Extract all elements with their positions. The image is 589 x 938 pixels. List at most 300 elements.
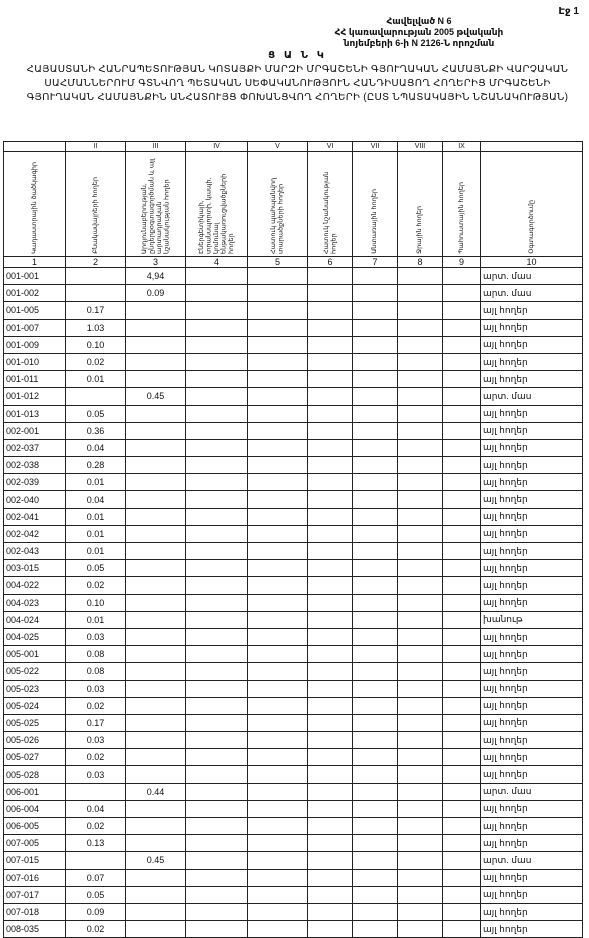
table-row xyxy=(4,577,583,594)
empty-cell xyxy=(186,285,248,302)
empty-cell xyxy=(398,611,443,628)
cadastral-code-cell: 001-002 xyxy=(4,285,66,302)
empty-cell xyxy=(443,646,481,663)
empty-cell xyxy=(248,783,308,800)
purpose-cell: այլ հողեր xyxy=(481,439,583,456)
settlement-land-cell: 0.05 xyxy=(66,405,126,422)
table-row xyxy=(4,285,583,302)
empty-cell xyxy=(186,422,248,439)
settlement-land-cell: 0.13 xyxy=(66,835,126,852)
table-row xyxy=(4,611,583,628)
empty-cell xyxy=(398,474,443,491)
empty-cell xyxy=(398,388,443,405)
industrial-land-cell xyxy=(126,697,186,714)
document-label: Ց Ա Ն Կ xyxy=(268,50,327,61)
table-row xyxy=(4,697,583,714)
empty-cell xyxy=(308,663,353,680)
industrial-land-cell: 4,94 xyxy=(126,268,186,285)
settlement-land-cell: 0.02 xyxy=(66,749,126,766)
cadastral-code-cell: 003-015 xyxy=(4,560,66,577)
table-row xyxy=(4,491,583,508)
purpose-cell: այլ հողեր xyxy=(481,594,583,611)
purpose-cell: այլ հողեր xyxy=(481,903,583,920)
column-number: 3 xyxy=(126,257,186,268)
empty-cell xyxy=(186,697,248,714)
empty-cell xyxy=(248,818,308,835)
empty-cell xyxy=(186,749,248,766)
purpose-cell: այլ հողեր xyxy=(481,680,583,697)
empty-cell xyxy=(308,766,353,783)
cadastral-code-cell: 006-001 xyxy=(4,783,66,800)
empty-cell xyxy=(186,663,248,680)
empty-cell xyxy=(248,336,308,353)
empty-cell xyxy=(443,491,481,508)
empty-cell xyxy=(186,525,248,542)
empty-cell xyxy=(248,852,308,869)
settlement-land-cell: 0.01 xyxy=(66,371,126,388)
empty-cell xyxy=(353,594,398,611)
table-row xyxy=(4,474,583,491)
table-row xyxy=(4,628,583,645)
purpose-cell: այլ հողեր xyxy=(481,336,583,353)
purpose-cell: այլ հողեր xyxy=(481,646,583,663)
empty-cell xyxy=(186,852,248,869)
cadastral-code-cell: 005-024 xyxy=(4,697,66,714)
empty-cell xyxy=(353,921,398,938)
empty-cell xyxy=(398,508,443,525)
empty-cell xyxy=(308,628,353,645)
table-row xyxy=(4,852,583,869)
empty-cell xyxy=(353,457,398,474)
empty-cell xyxy=(443,818,481,835)
empty-cell xyxy=(443,285,481,302)
empty-cell xyxy=(353,680,398,697)
empty-cell xyxy=(443,577,481,594)
cadastral-code-cell: 005-022 xyxy=(4,663,66,680)
empty-cell xyxy=(308,491,353,508)
industrial-land-cell xyxy=(126,319,186,336)
industrial-land-cell xyxy=(126,508,186,525)
purpose-cell: արտ. մաս xyxy=(481,852,583,869)
industrial-land-cell xyxy=(126,903,186,920)
cadastral-code-cell: 007-015 xyxy=(4,852,66,869)
empty-cell xyxy=(353,646,398,663)
cadastral-code-cell: 001-007 xyxy=(4,319,66,336)
purpose-cell: խանութ xyxy=(481,611,583,628)
document-title-block xyxy=(20,50,575,105)
settlement-land-cell: 0.01 xyxy=(66,508,126,525)
empty-cell xyxy=(186,921,248,938)
empty-cell xyxy=(443,869,481,886)
empty-cell xyxy=(443,336,481,353)
table-row xyxy=(4,835,583,852)
empty-cell xyxy=(443,543,481,560)
industrial-land-cell xyxy=(126,680,186,697)
column-number: 1 xyxy=(4,257,66,268)
cadastral-code-cell: 002-041 xyxy=(4,508,66,525)
industrial-land-cell xyxy=(126,732,186,749)
industrial-land-cell xyxy=(126,818,186,835)
roman-numeral xyxy=(481,142,583,152)
empty-cell xyxy=(308,371,353,388)
column-header xyxy=(126,152,186,257)
table-row xyxy=(4,302,583,319)
purpose-cell: այլ հողեր xyxy=(481,577,583,594)
empty-cell xyxy=(398,371,443,388)
industrial-land-cell: 0.45 xyxy=(126,388,186,405)
empty-cell xyxy=(353,285,398,302)
empty-cell xyxy=(308,439,353,456)
empty-cell xyxy=(443,714,481,731)
table-row xyxy=(4,439,583,456)
empty-cell xyxy=(248,903,308,920)
empty-cell xyxy=(398,439,443,456)
empty-cell xyxy=(186,336,248,353)
empty-cell xyxy=(308,697,353,714)
empty-cell xyxy=(353,525,398,542)
settlement-land-cell: 0.10 xyxy=(66,336,126,353)
column-header-text: Անտառային հողեր xyxy=(371,189,379,254)
table-row xyxy=(4,353,583,370)
empty-cell xyxy=(353,577,398,594)
empty-cell xyxy=(353,749,398,766)
empty-cell xyxy=(308,921,353,938)
settlement-land-cell: 0.17 xyxy=(66,302,126,319)
settlement-land-cell: 0.01 xyxy=(66,543,126,560)
empty-cell xyxy=(186,457,248,474)
empty-cell xyxy=(353,903,398,920)
cadastral-code-cell: 005-001 xyxy=(4,646,66,663)
empty-cell xyxy=(353,336,398,353)
empty-cell xyxy=(186,783,248,800)
column-header xyxy=(353,152,398,257)
empty-cell xyxy=(248,319,308,336)
industrial-land-cell: 0.44 xyxy=(126,783,186,800)
empty-cell xyxy=(186,869,248,886)
empty-cell xyxy=(186,594,248,611)
cadastral-code-cell: 001-011 xyxy=(4,371,66,388)
empty-cell xyxy=(398,543,443,560)
empty-cell xyxy=(186,766,248,783)
industrial-land-cell xyxy=(126,560,186,577)
purpose-cell: այլ հողեր xyxy=(481,869,583,886)
purpose-cell: այլ հողեր xyxy=(481,886,583,903)
empty-cell xyxy=(398,732,443,749)
table-row xyxy=(4,405,583,422)
column-header-text: Պահուստային հողեր xyxy=(457,182,465,254)
column-number: 4 xyxy=(186,257,248,268)
empty-cell xyxy=(398,268,443,285)
column-header-text: Ջրային հողեր xyxy=(416,206,424,254)
industrial-land-cell xyxy=(126,749,186,766)
empty-cell xyxy=(353,474,398,491)
industrial-land-cell xyxy=(126,869,186,886)
empty-cell xyxy=(186,543,248,560)
table-row xyxy=(4,268,583,285)
empty-cell xyxy=(248,285,308,302)
table-row xyxy=(4,680,583,697)
industrial-land-cell xyxy=(126,543,186,560)
empty-cell xyxy=(353,714,398,731)
column-header-text: Բնակավայրերի հողեր xyxy=(91,177,99,254)
empty-cell xyxy=(248,766,308,783)
purpose-cell: այլ հողեր xyxy=(481,491,583,508)
empty-cell xyxy=(443,474,481,491)
cadastral-code-cell: 007-005 xyxy=(4,835,66,852)
column-number: 2 xyxy=(66,257,126,268)
table-row xyxy=(4,766,583,783)
empty-cell xyxy=(186,319,248,336)
table-row xyxy=(4,319,583,336)
empty-cell xyxy=(398,800,443,817)
roman-numeral xyxy=(4,142,66,152)
empty-cell xyxy=(186,439,248,456)
empty-cell xyxy=(248,491,308,508)
cadastral-code-cell: 001-010 xyxy=(4,353,66,370)
empty-cell xyxy=(248,371,308,388)
industrial-land-cell xyxy=(126,422,186,439)
settlement-land-cell: 0.28 xyxy=(66,457,126,474)
column-header xyxy=(248,152,308,257)
industrial-land-cell: 0.09 xyxy=(126,285,186,302)
empty-cell xyxy=(308,577,353,594)
table-row xyxy=(4,886,583,903)
industrial-land-cell xyxy=(126,302,186,319)
empty-cell xyxy=(308,543,353,560)
settlement-land-cell: 0.02 xyxy=(66,353,126,370)
empty-cell xyxy=(248,439,308,456)
empty-cell xyxy=(308,869,353,886)
empty-cell xyxy=(443,371,481,388)
empty-cell xyxy=(443,508,481,525)
column-number-row xyxy=(4,257,583,268)
column-header xyxy=(308,152,353,257)
cadastral-code-cell: 006-004 xyxy=(4,800,66,817)
purpose-cell: այլ հողեր xyxy=(481,353,583,370)
industrial-land-cell xyxy=(126,491,186,508)
empty-cell xyxy=(353,800,398,817)
empty-cell xyxy=(443,628,481,645)
settlement-land-cell: 0.08 xyxy=(66,646,126,663)
empty-cell xyxy=(186,611,248,628)
settlement-land-cell: 0.04 xyxy=(66,439,126,456)
empty-cell xyxy=(443,353,481,370)
purpose-cell: այլ հողեր xyxy=(481,371,583,388)
industrial-land-cell xyxy=(126,663,186,680)
empty-cell xyxy=(443,594,481,611)
empty-cell xyxy=(353,835,398,852)
empty-cell xyxy=(443,921,481,938)
empty-cell xyxy=(248,474,308,491)
empty-cell xyxy=(308,818,353,835)
purpose-cell: այլ հողեր xyxy=(481,697,583,714)
empty-cell xyxy=(308,285,353,302)
settlement-land-cell: 0.01 xyxy=(66,474,126,491)
empty-cell xyxy=(398,319,443,336)
column-number: 5 xyxy=(248,257,308,268)
settlement-land-cell xyxy=(66,285,126,302)
empty-cell xyxy=(308,852,353,869)
empty-cell xyxy=(186,714,248,731)
empty-cell xyxy=(353,852,398,869)
column-header-text: Էներգետիկայի, տրանսպորտի, կապի, կոմունալ ենթակառուցվածքների հողեր xyxy=(197,173,235,254)
empty-cell xyxy=(353,491,398,508)
empty-cell xyxy=(248,732,308,749)
empty-cell xyxy=(248,457,308,474)
table-row xyxy=(4,594,583,611)
settlement-land-cell: 0.03 xyxy=(66,766,126,783)
empty-cell xyxy=(353,371,398,388)
empty-cell xyxy=(186,646,248,663)
empty-cell xyxy=(248,697,308,714)
empty-cell xyxy=(308,903,353,920)
settlement-land-cell: 0.09 xyxy=(66,903,126,920)
empty-cell xyxy=(186,577,248,594)
cadastral-code-cell: 001-013 xyxy=(4,405,66,422)
settlement-land-cell: 0.03 xyxy=(66,628,126,645)
settlement-land-cell: 0.02 xyxy=(66,697,126,714)
purpose-cell: այլ հողեր xyxy=(481,800,583,817)
industrial-land-cell xyxy=(126,646,186,663)
empty-cell xyxy=(398,835,443,852)
empty-cell xyxy=(443,800,481,817)
empty-cell xyxy=(186,491,248,508)
settlement-land-cell: 0.04 xyxy=(66,800,126,817)
empty-cell xyxy=(443,560,481,577)
roman-numeral: II xyxy=(66,142,126,152)
empty-cell xyxy=(398,336,443,353)
cadastral-code-cell: 004-024 xyxy=(4,611,66,628)
empty-cell xyxy=(398,818,443,835)
purpose-cell: այլ հողեր xyxy=(481,921,583,938)
purpose-cell: այլ հողեր xyxy=(481,302,583,319)
cadastral-code-cell: 007-018 xyxy=(4,903,66,920)
settlement-land-cell: 0.03 xyxy=(66,680,126,697)
purpose-cell: այլ հողեր xyxy=(481,457,583,474)
cadastral-code-cell: 004-022 xyxy=(4,577,66,594)
empty-cell xyxy=(443,663,481,680)
column-header xyxy=(4,152,66,257)
empty-cell xyxy=(398,525,443,542)
empty-cell xyxy=(248,508,308,525)
settlement-land-cell: 0.01 xyxy=(66,525,126,542)
industrial-land-cell xyxy=(126,405,186,422)
purpose-cell: այլ հողեր xyxy=(481,835,583,852)
empty-cell xyxy=(186,268,248,285)
table-row xyxy=(4,646,583,663)
industrial-land-cell xyxy=(126,886,186,903)
industrial-land-cell xyxy=(126,474,186,491)
purpose-cell: այլ հողեր xyxy=(481,405,583,422)
empty-cell xyxy=(398,903,443,920)
empty-cell xyxy=(248,663,308,680)
empty-cell xyxy=(353,697,398,714)
empty-cell xyxy=(353,560,398,577)
empty-cell xyxy=(308,732,353,749)
purpose-cell: այլ հողեր xyxy=(481,732,583,749)
empty-cell xyxy=(186,353,248,370)
purpose-cell: այլ հողեր xyxy=(481,525,583,542)
table-row xyxy=(4,422,583,439)
industrial-land-cell xyxy=(126,921,186,938)
empty-cell xyxy=(308,508,353,525)
empty-cell xyxy=(186,388,248,405)
purpose-cell: այլ հողեր xyxy=(481,319,583,336)
empty-cell xyxy=(398,697,443,714)
cadastral-code-cell: 005-028 xyxy=(4,766,66,783)
table-row xyxy=(4,903,583,920)
industrial-land-cell xyxy=(126,800,186,817)
settlement-land-cell: 0.03 xyxy=(66,732,126,749)
industrial-land-cell xyxy=(126,577,186,594)
table-body xyxy=(4,268,583,938)
empty-cell xyxy=(443,835,481,852)
empty-cell xyxy=(353,353,398,370)
empty-cell xyxy=(308,474,353,491)
empty-cell xyxy=(353,628,398,645)
empty-cell xyxy=(353,543,398,560)
empty-cell xyxy=(248,388,308,405)
cadastral-code-cell: 004-023 xyxy=(4,594,66,611)
empty-cell xyxy=(353,268,398,285)
cadastral-code-cell: 004-025 xyxy=(4,628,66,645)
cadastral-code-cell: 005-027 xyxy=(4,749,66,766)
empty-cell xyxy=(353,422,398,439)
empty-cell xyxy=(248,543,308,560)
empty-cell xyxy=(398,852,443,869)
empty-cell xyxy=(353,886,398,903)
empty-cell xyxy=(398,594,443,611)
empty-cell xyxy=(308,319,353,336)
settlement-land-cell: 1.03 xyxy=(66,319,126,336)
empty-cell xyxy=(308,268,353,285)
empty-cell xyxy=(308,835,353,852)
empty-cell xyxy=(186,508,248,525)
empty-cell xyxy=(248,577,308,594)
empty-cell xyxy=(443,697,481,714)
empty-cell xyxy=(186,818,248,835)
cadastral-code-cell: 005-026 xyxy=(4,732,66,749)
settlement-land-cell: 0.02 xyxy=(66,818,126,835)
settlement-land-cell: 0.07 xyxy=(66,869,126,886)
empty-cell xyxy=(308,560,353,577)
purpose-cell: այլ հողեր xyxy=(481,543,583,560)
empty-cell xyxy=(248,353,308,370)
cadastral-code-cell: 002-040 xyxy=(4,491,66,508)
empty-cell xyxy=(308,594,353,611)
purpose-cell: այլ հողեր xyxy=(481,474,583,491)
empty-cell xyxy=(353,388,398,405)
empty-cell xyxy=(353,732,398,749)
empty-cell xyxy=(443,611,481,628)
empty-cell xyxy=(186,628,248,645)
table-row xyxy=(4,525,583,542)
settlement-land-cell xyxy=(66,783,126,800)
empty-cell xyxy=(248,525,308,542)
empty-cell xyxy=(398,302,443,319)
empty-cell xyxy=(248,611,308,628)
settlement-land-cell: 0.05 xyxy=(66,560,126,577)
roman-numeral: IX xyxy=(443,142,481,152)
roman-numeral: VII xyxy=(353,142,398,152)
empty-cell xyxy=(398,663,443,680)
empty-cell xyxy=(186,800,248,817)
page-number: Էջ 1 xyxy=(558,6,579,17)
empty-cell xyxy=(398,869,443,886)
empty-cell xyxy=(398,457,443,474)
column-number: 9 xyxy=(443,257,481,268)
empty-cell xyxy=(186,886,248,903)
